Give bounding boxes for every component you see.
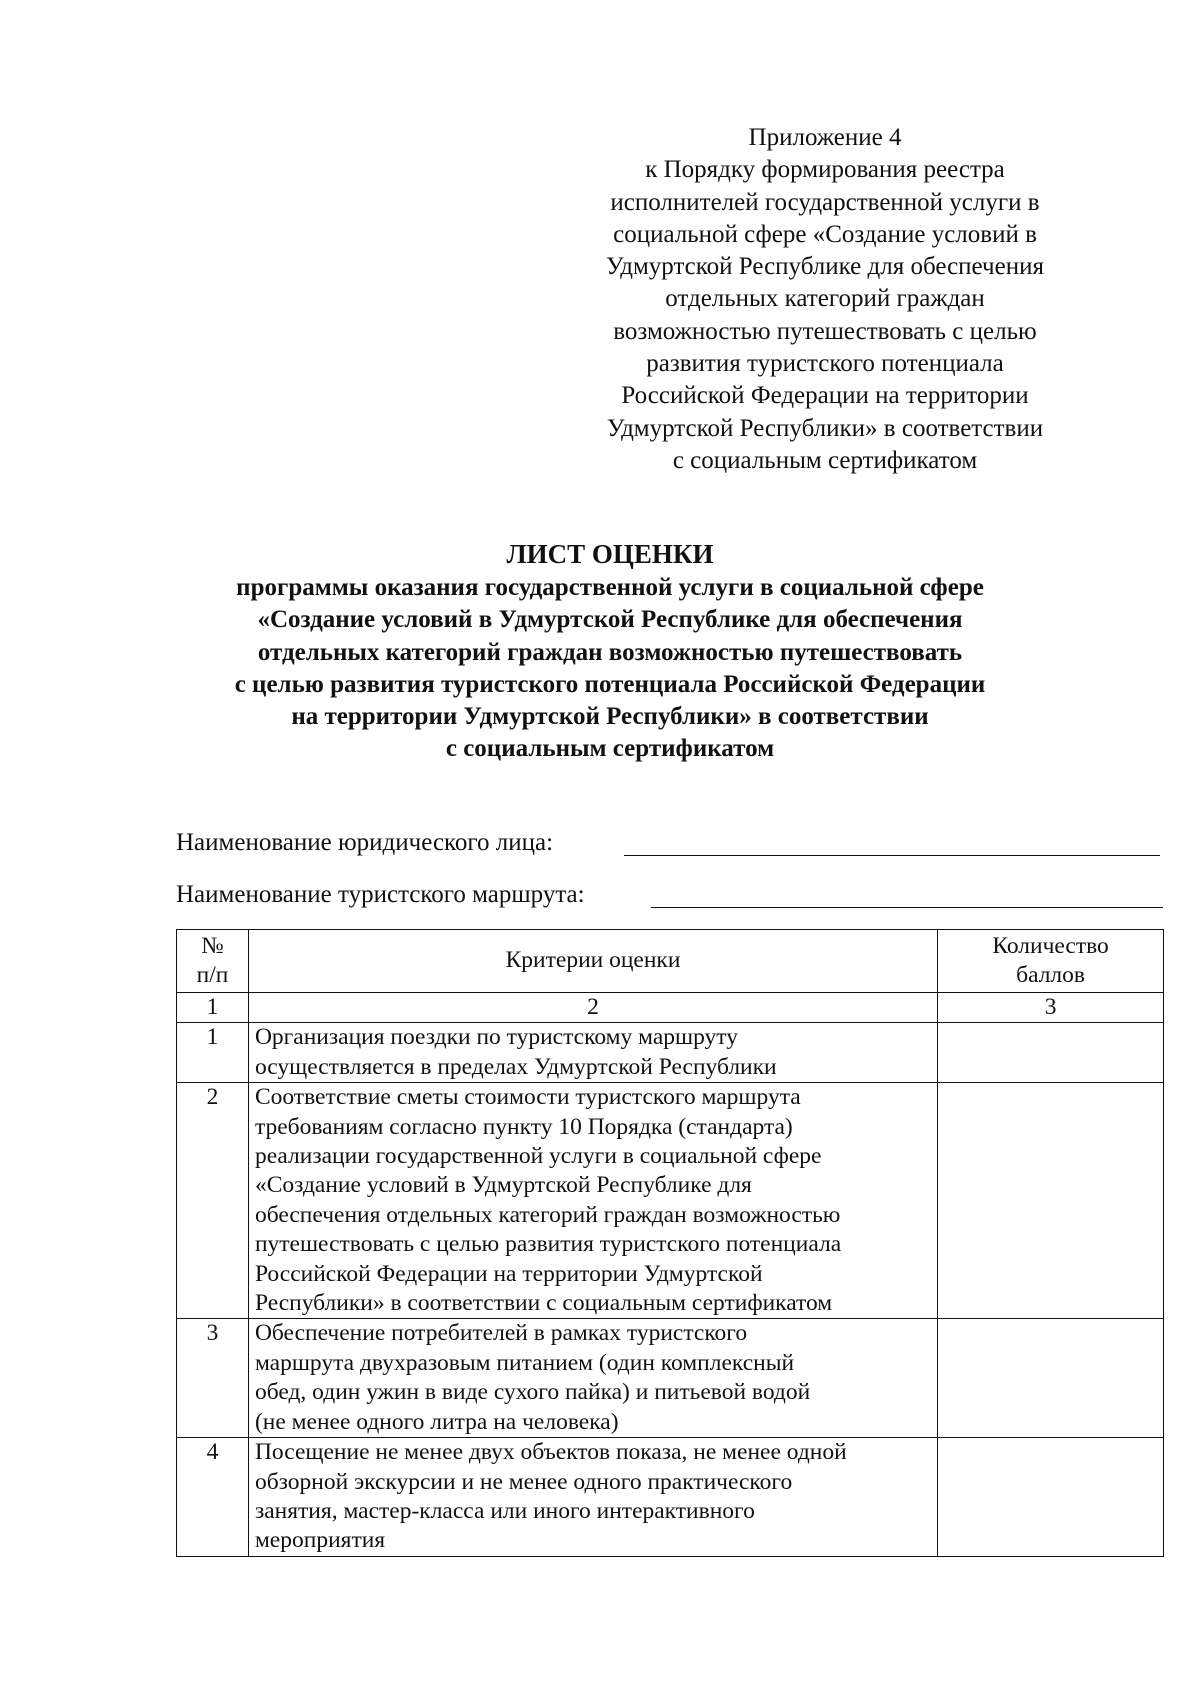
row-number: 4 [177, 1438, 249, 1557]
criterion-line: Организация поездки по туристскому маршруту [254, 1024, 739, 1051]
annex-line: исполнителей государственной услуги в [610, 188, 1040, 216]
criterion-line: путешествовать с целью развития туристского потенциала [254, 1231, 842, 1258]
annex-line: Российской Федерации на территории [621, 382, 1029, 410]
table-row [177, 1319, 1164, 1438]
table-row [177, 1023, 1164, 1083]
table-row [177, 1438, 1164, 1557]
criterion-line: Посещение не менее двух объектов показа, не менее одной [254, 1439, 847, 1466]
annex-line: Удмуртской Республики» в соответствии [606, 414, 1044, 442]
annex-line: социальной сфере «Создание условий в [613, 220, 1037, 248]
document-title [160, 538, 1060, 765]
route-field [176, 880, 585, 910]
annex-line: отдельных категорий граждан [665, 285, 985, 313]
criterion-line: обзорной экскурсии и не менее одного практического [254, 1468, 793, 1495]
criterion-line: обеспечения отдельных категорий граждан возможностью [254, 1201, 841, 1228]
criterion-text [248, 1319, 937, 1438]
legal-entity-blank-line [624, 855, 1160, 856]
legal-entity-field [176, 828, 553, 858]
criterion-line: Российской Федерации на территории Удмуртской [254, 1260, 763, 1287]
column-number: 1 [177, 993, 249, 1023]
criterion-line: требованиям согласно пункту 10 Порядка (стандарта) [254, 1113, 793, 1140]
criterion-line: мероприятия [254, 1527, 386, 1554]
annex-line: к Порядку формирования реестра [645, 156, 1005, 184]
route-label: Наименование туристского маршрута: [176, 881, 585, 908]
table-row [177, 1083, 1164, 1319]
row-number: 3 [177, 1319, 249, 1438]
title-main: ЛИСТ ОЦЕНКИ [506, 539, 714, 569]
header-num-cell [177, 930, 249, 993]
title-line: с целью развития туристского потенциала Российской Федерации [234, 670, 986, 698]
legal-entity-label: Наименование юридического лица: [176, 829, 554, 856]
annex-line: Приложение 4 [748, 124, 902, 151]
criterion-line: Обеспечение потребителей в рамках туристского [254, 1320, 748, 1347]
criterion-text [248, 1083, 937, 1319]
criterion-line: (не менее одного литра на человека) [254, 1408, 619, 1435]
route-blank-line [651, 907, 1163, 908]
annex-line: возможностью путешествовать с целью [613, 317, 1037, 345]
criteria-table [176, 929, 1164, 1557]
row-number: 1 [177, 1023, 249, 1083]
row-number: 2 [177, 1083, 249, 1319]
title-line: с социальным сертификатом [445, 735, 775, 763]
score-cell [938, 1319, 1164, 1438]
annex-header [560, 122, 1090, 477]
criterion-line: «Создание условий в Удмуртской Республике для [254, 1172, 752, 1199]
header-criteria-cell: Критерии оценки [248, 930, 937, 993]
title-line: отдельных категорий граждан возможностью путешествовать [257, 638, 963, 666]
column-number-row [177, 993, 1164, 1023]
criterion-line: Республики» в соответствии с социальным сертификатом [254, 1290, 833, 1317]
criterion-line: Соответствие сметы стоимости туристского маршрута [254, 1084, 801, 1111]
column-number: 2 [248, 993, 937, 1023]
score-cell [938, 1023, 1164, 1083]
annex-line: развития туристского потенциала [646, 350, 1004, 378]
header-num-symbol: № [201, 932, 224, 959]
title-line: на территории Удмуртской Республики» в соответствии [291, 703, 929, 731]
criterion-line: реализации государственной услуги в социальной сфере [254, 1143, 822, 1170]
column-number: 3 [938, 993, 1164, 1023]
criterion-text [248, 1438, 937, 1557]
criterion-line: осуществляется в пределах Удмуртской Республики [254, 1053, 777, 1080]
criterion-line: занятия, мастер-класса или иного интерактивного [254, 1497, 755, 1524]
header-score-line2: баллов [1016, 962, 1086, 988]
header-score-line1: Количество [992, 932, 1109, 959]
criterion-line: обед, один ужин в виде сухого пайка) и питьевой водой [254, 1379, 811, 1406]
annex-line: Удмуртской Республике для обеспечения [606, 253, 1044, 281]
criterion-text [248, 1023, 937, 1083]
header-score-cell [938, 930, 1164, 993]
score-cell [938, 1438, 1164, 1557]
header-num-abbr: п/п [196, 962, 229, 988]
score-cell [938, 1083, 1164, 1319]
annex-line: с социальным сертификатом [672, 446, 978, 474]
title-line: программы оказания государственной услуги в социальной сфере [236, 574, 984, 602]
title-line: «Создание условий в Удмуртской Республике для обеспечения [257, 606, 963, 634]
criterion-line: маршрута двухразовым питанием (один комплексный [254, 1349, 795, 1376]
table-header-row [177, 930, 1164, 993]
